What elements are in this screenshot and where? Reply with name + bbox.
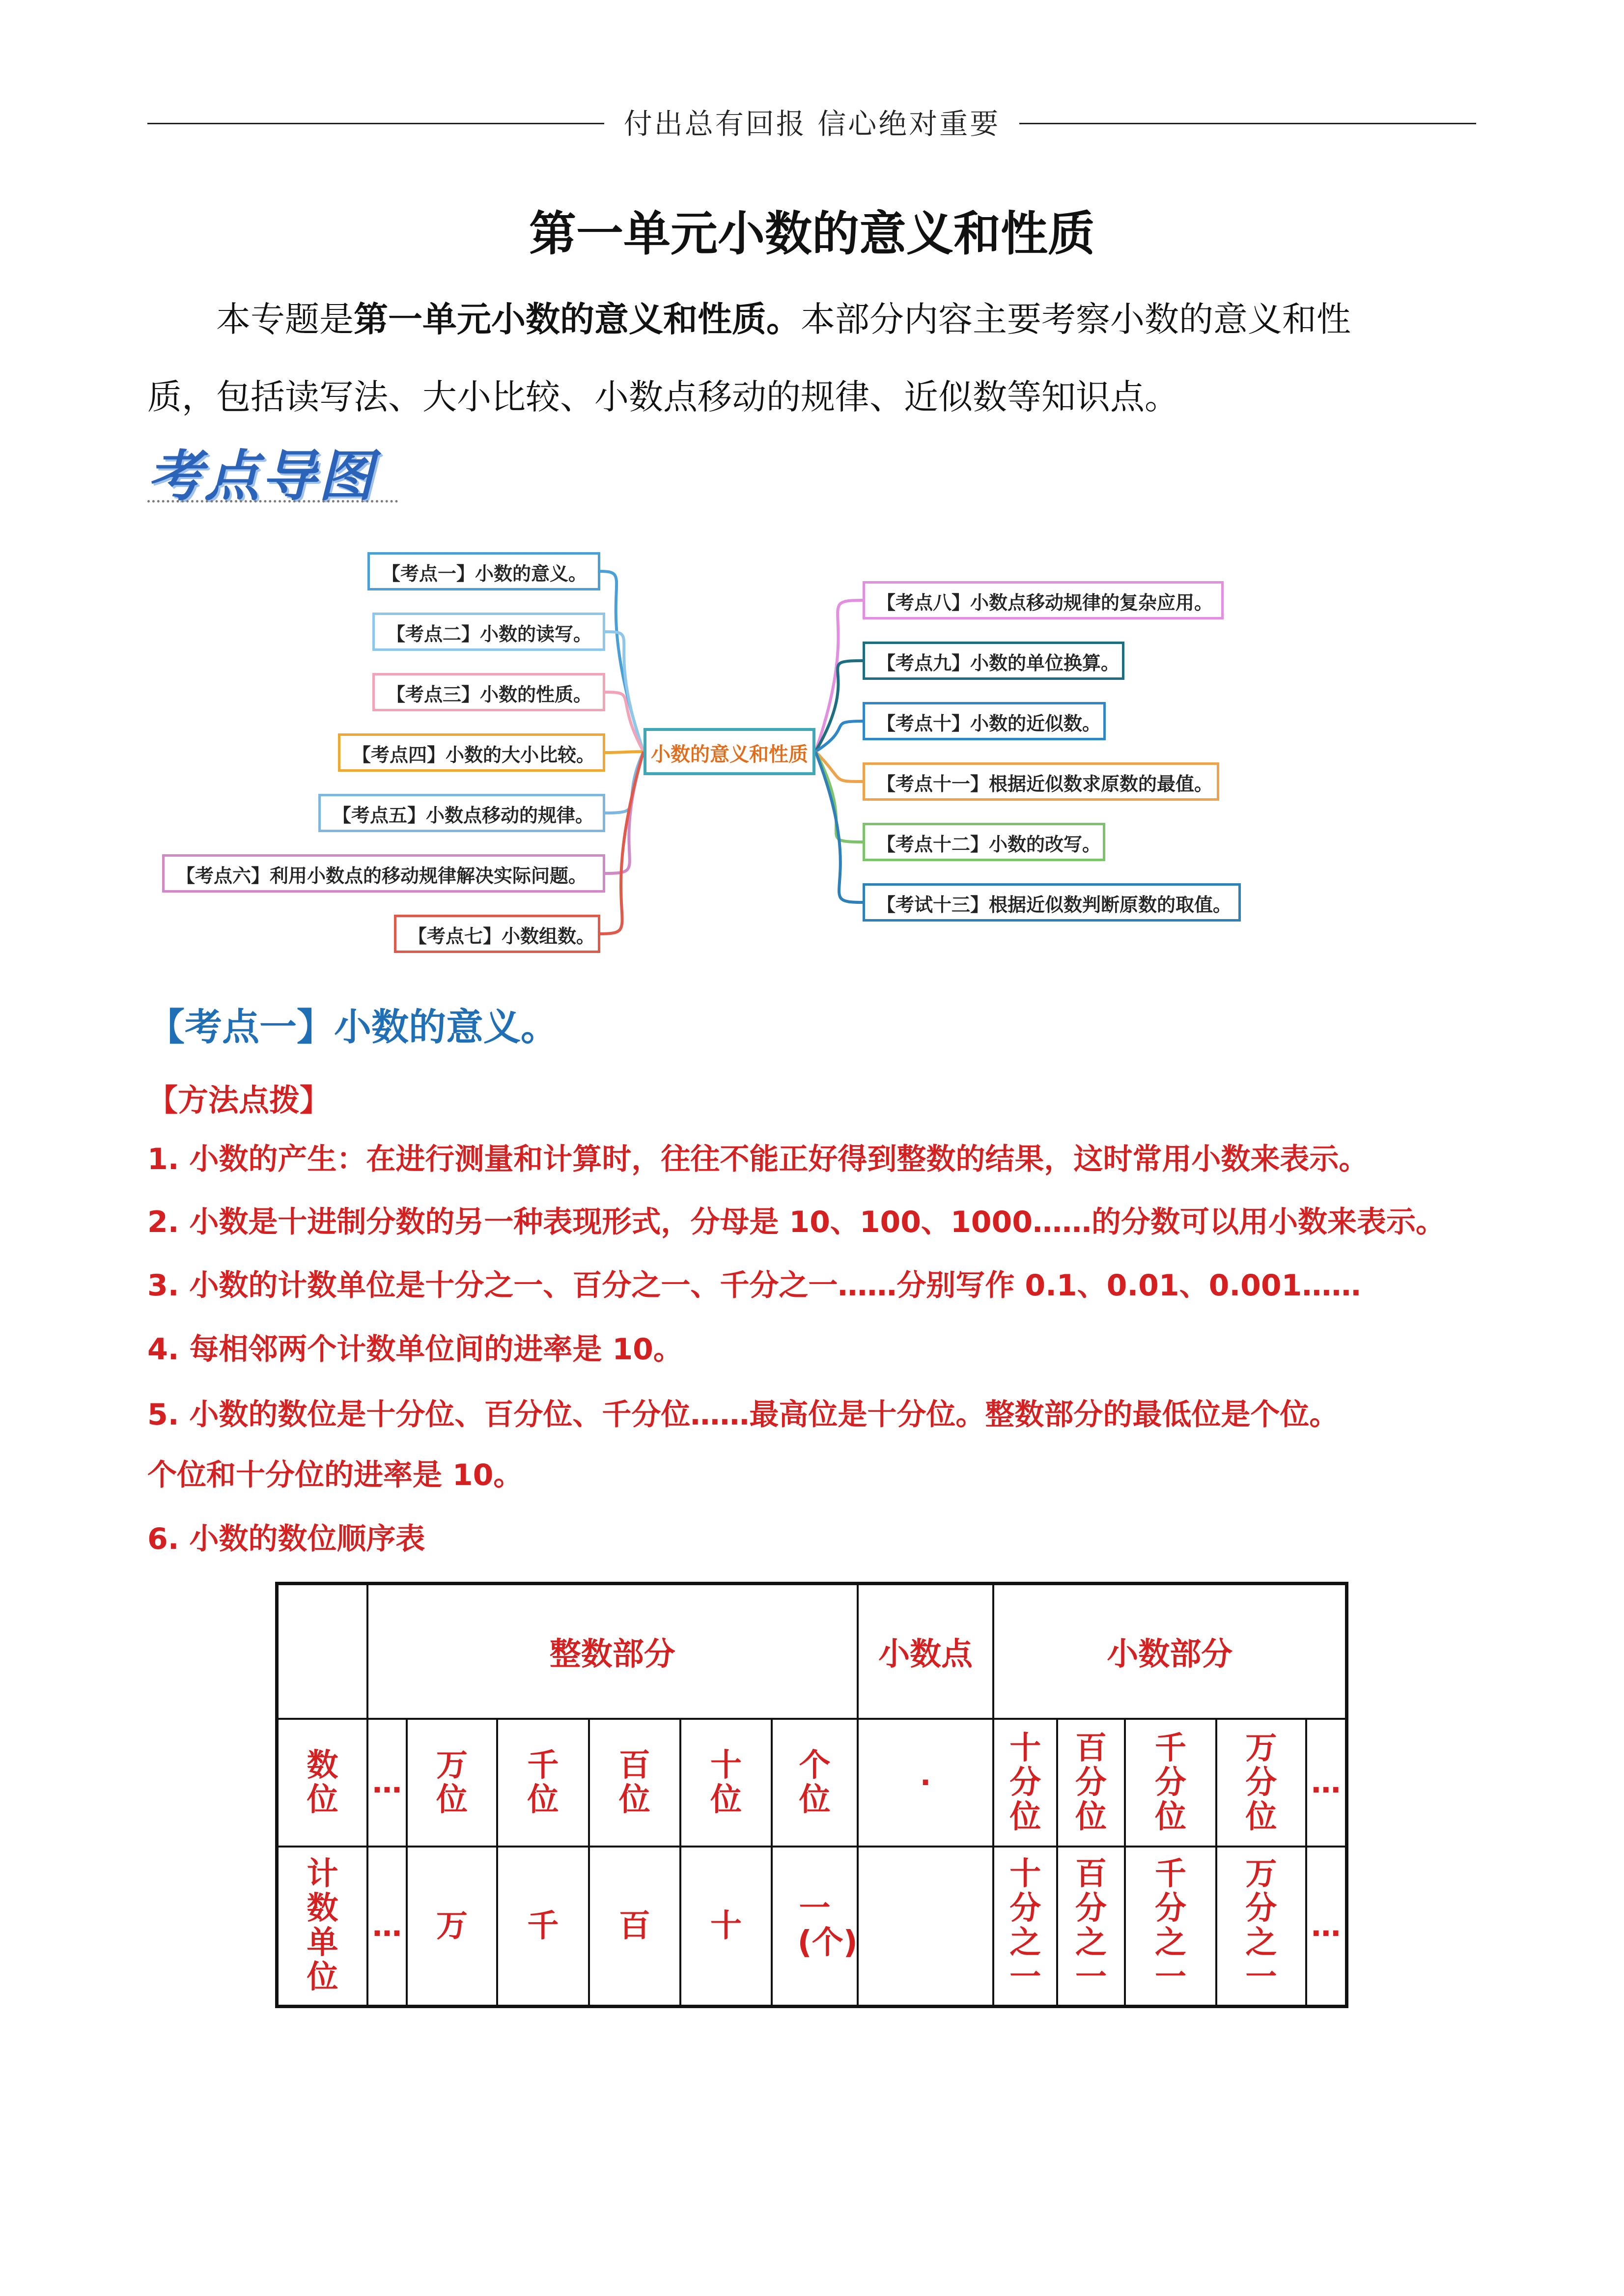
unit-cell: 一(个)	[772, 1847, 857, 2006]
point-4: 4. 每相邻两个计数单位间的进率是 10。	[147, 1332, 683, 1367]
connector-left-5	[605, 752, 644, 813]
place-cell: 千位	[497, 1719, 588, 1847]
unit-cell: 百	[589, 1847, 680, 2006]
intro-bold: 第一单元小数的意义和性质。	[354, 299, 801, 339]
table-row-places	[277, 1719, 1347, 1847]
mindmap-node-4: 【考点四】小数的大小比较。	[338, 733, 605, 772]
decimal-point-cell: ·	[858, 1719, 994, 1847]
integer-part-header: 整数部分	[367, 1584, 858, 1719]
ellipsis-cell: …	[367, 1719, 407, 1847]
connector-left-3	[605, 692, 644, 752]
mindmap-connectors	[0, 0, 1624, 982]
place-value-table	[275, 1582, 1348, 2008]
unit-cell: 十分之一	[993, 1847, 1057, 2006]
place-cell: 千分位	[1125, 1719, 1216, 1847]
unit-cell: 万	[407, 1847, 497, 2006]
mindmap-node-3: 【考点三】小数的性质。	[372, 673, 605, 711]
unit-cell: 万分之一	[1216, 1847, 1306, 2006]
place-cell: 个位	[772, 1719, 857, 1847]
point-1: 1. 小数的产生：在进行测量和计算时，往往不能正好得到整数的结果，这时常用小数来表示。	[147, 1142, 1369, 1176]
table-header-row	[277, 1584, 1347, 1719]
place-cell: 十位	[680, 1719, 772, 1847]
point-3: 3. 小数的计数单位是十分之一、百分之一、千分之一……分别写作 0.1、0.01、0.001……	[147, 1268, 1361, 1303]
table-corner-cell	[277, 1584, 367, 1719]
method-label: 【方法点拨】	[147, 1082, 331, 1118]
mindmap-banner: 考点导图	[147, 445, 375, 508]
mindmap-node-7: 【考点七】小数组数。	[394, 915, 600, 953]
connector-left-4	[605, 752, 644, 753]
unit-cell: 千	[497, 1847, 588, 2006]
place-cell: 百分位	[1057, 1719, 1125, 1847]
mindmap-node-13: 【考试十三】根据近似数判断原数的取值。	[863, 883, 1241, 922]
connector-left-1	[600, 571, 644, 752]
connector-left-7	[600, 752, 644, 934]
decimal-part-header: 小数部分	[993, 1584, 1346, 1719]
point-6: 6. 小数的数位顺序表	[147, 1522, 425, 1556]
mindmap-node-12: 【考点十二】小数的改写。	[863, 823, 1105, 861]
point-2: 2. 小数是十进制分数的另一种表现形式，分母是 10、100、1000……的分数可以用小数来表示。	[147, 1205, 1446, 1239]
empty-cell	[858, 1847, 994, 2006]
mindmap-center-node: 小数的意义和性质	[644, 728, 815, 775]
place-cell: 十分位	[993, 1719, 1057, 1847]
row-label-places: 数位	[277, 1719, 367, 1847]
intro-prefix: 本专题是	[216, 299, 354, 339]
unit-cell: 百分之一	[1057, 1847, 1125, 2006]
point-5: 5. 小数的数位是十分位、百分位、千分位……最高位是十分位。整数部分的最低位是个位。	[147, 1398, 1339, 1432]
ellipsis-cell: …	[367, 1847, 407, 2006]
mindmap-node-8: 【考点八】小数点移动规律的复杂应用。	[863, 581, 1224, 619]
mindmap-node-6: 【考点六】利用小数点的移动规律解决实际问题。	[162, 854, 605, 893]
mindmap-node-9: 【考点九】小数的单位换算。	[863, 642, 1124, 680]
decimal-point-header: 小数点	[858, 1584, 994, 1719]
mindmap-node-5: 【考点五】小数点移动的规律。	[318, 794, 605, 832]
mindmap-node-11: 【考点十一】根据近似数求原数的最值。	[863, 762, 1219, 801]
ellipsis-cell: …	[1306, 1847, 1347, 2006]
point-5-continued: 个位和十分位的进率是 10。	[147, 1458, 523, 1492]
connector-right-9	[815, 661, 863, 752]
page-title: 第一单元小数的意义和性质	[529, 206, 1095, 261]
intro-line-2: 质，包括读写法、大小比较、小数点移动的规律、近似数等知识点。	[147, 377, 1179, 417]
row-label-units: 计数单位	[277, 1847, 367, 2006]
ellipsis-cell: …	[1306, 1719, 1347, 1847]
unit-cell: 十	[680, 1847, 772, 2006]
unit-cell: 千分之一	[1125, 1847, 1216, 2006]
connector-right-13	[815, 752, 863, 902]
intro-rest: 本部分内容主要考察小数的意义和性	[801, 299, 1351, 339]
place-cell: 百位	[589, 1719, 680, 1847]
mindmap-node-1: 【考点一】小数的意义。	[367, 552, 600, 590]
section-heading: 【考点一】小数的意义。	[147, 1005, 558, 1049]
mindmap-node-10: 【考点十】小数的近似数。	[863, 702, 1106, 740]
table-row-units	[277, 1847, 1347, 2006]
place-cell: 万分位	[1216, 1719, 1306, 1847]
header-motto: 付出总有回报 信心绝对重要	[0, 101, 1624, 142]
mindmap-node-2: 【考点二】小数的读写。	[372, 613, 605, 651]
place-cell: 万位	[407, 1719, 497, 1847]
